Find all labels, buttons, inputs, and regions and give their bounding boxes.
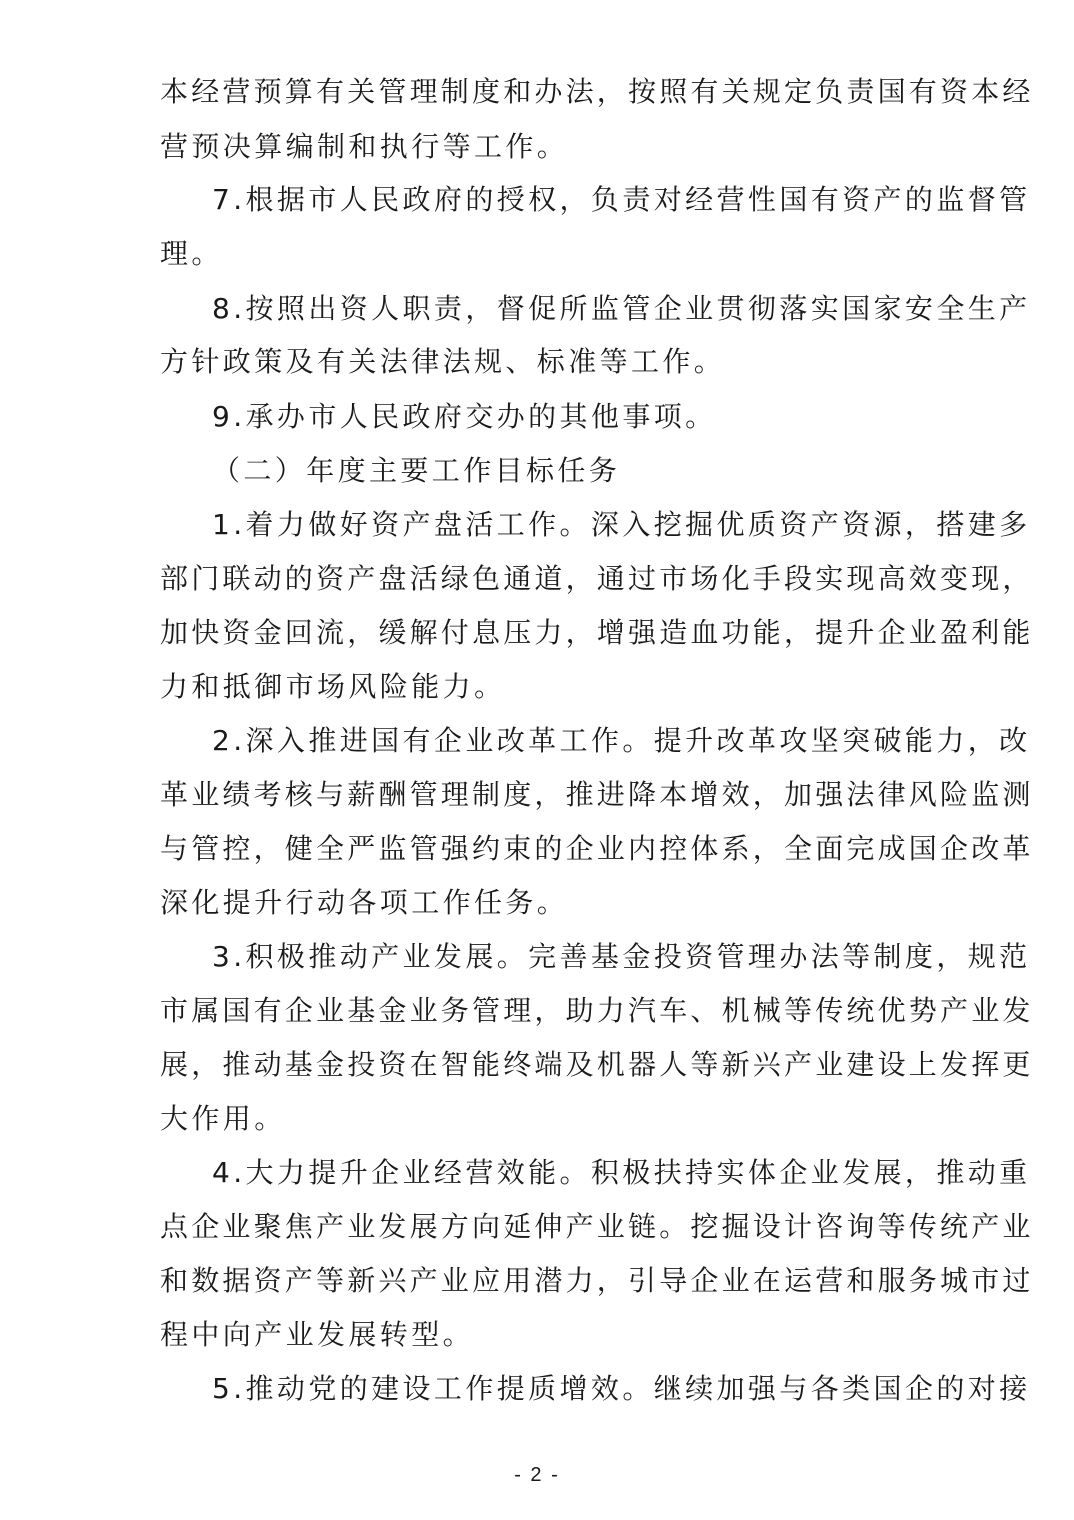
body-text-line: 加快资金回流，缓解付息压力，增强造血功能，提升企业盈利能 (160, 616, 1034, 649)
body-text-line: 革业绩考核与薪酬管理制度，推进降本增效，加强法律风险监测 (160, 778, 1034, 811)
body-text-line: 和数据资产等新兴产业应用潜力，引导企业在运营和服务城市过 (160, 1264, 1034, 1297)
page-number: - 2 - (514, 1464, 560, 1486)
body-text-line: 理。 (160, 237, 223, 270)
body-text-line: 本经营预算有关管理制度和办法，按照有关规定负责国有资本经 (160, 75, 1034, 108)
body-text-line: 程中向产业发展转型。 (160, 1318, 475, 1351)
body-text-line: 大作用。 (160, 1102, 286, 1135)
body-text-line: 营预决算编制和执行等工作。 (160, 130, 569, 163)
body-text-line: 点企业聚焦产业发展方向延伸产业链。挖掘设计咨询等传统产业 (160, 1210, 1034, 1243)
task-item-1: 1.着力做好资产盘活工作。深入挖掘优质资产资源，搭建多 (212, 508, 1031, 541)
task-item-2: 2.深入推进国有企业改革工作。提升改革攻坚突破能力，改 (212, 724, 1031, 757)
section-heading: （二）年度主要工作目标任务 (212, 454, 621, 487)
body-text-line: 方针政策及有关法律法规、标准等工作。 (160, 345, 726, 378)
list-item-8: 8.按照出资人职责，督促所监管企业贯彻落实国家安全生产 (212, 292, 1031, 325)
body-text-line: 力和抵御市场风险能力。 (160, 670, 506, 703)
list-item-7: 7.根据市人民政府的授权，负责对经营性国有资产的监督管 (212, 183, 1031, 216)
body-text-line: 展，推动基金投资在智能终端及机器人等新兴产业建设上发挥更 (160, 1048, 1034, 1081)
body-text-line: 市属国有企业基金业务管理，助力汽车、机械等传统优势产业发 (160, 994, 1034, 1027)
body-text-line: 深化提升行动各项工作任务。 (160, 886, 569, 919)
task-item-3: 3.积极推动产业发展。完善基金投资管理办法等制度，规范 (212, 940, 1031, 973)
body-text-line: 部门联动的资产盘活绿色通道，通过市场化手段实现高效变现， (160, 562, 1034, 595)
list-item-9: 9.承办市人民政府交办的其他事项。 (212, 400, 717, 433)
task-item-4: 4.大力提升企业经营效能。积极扶持实体企业发展，推动重 (212, 1156, 1031, 1189)
body-text-line: 与管控，健全严监管强约束的企业内控体系，全面完成国企改革 (160, 832, 1034, 865)
task-item-5: 5.推动党的建设工作提质增效。继续加强与各类国企的对接 (212, 1372, 1031, 1405)
